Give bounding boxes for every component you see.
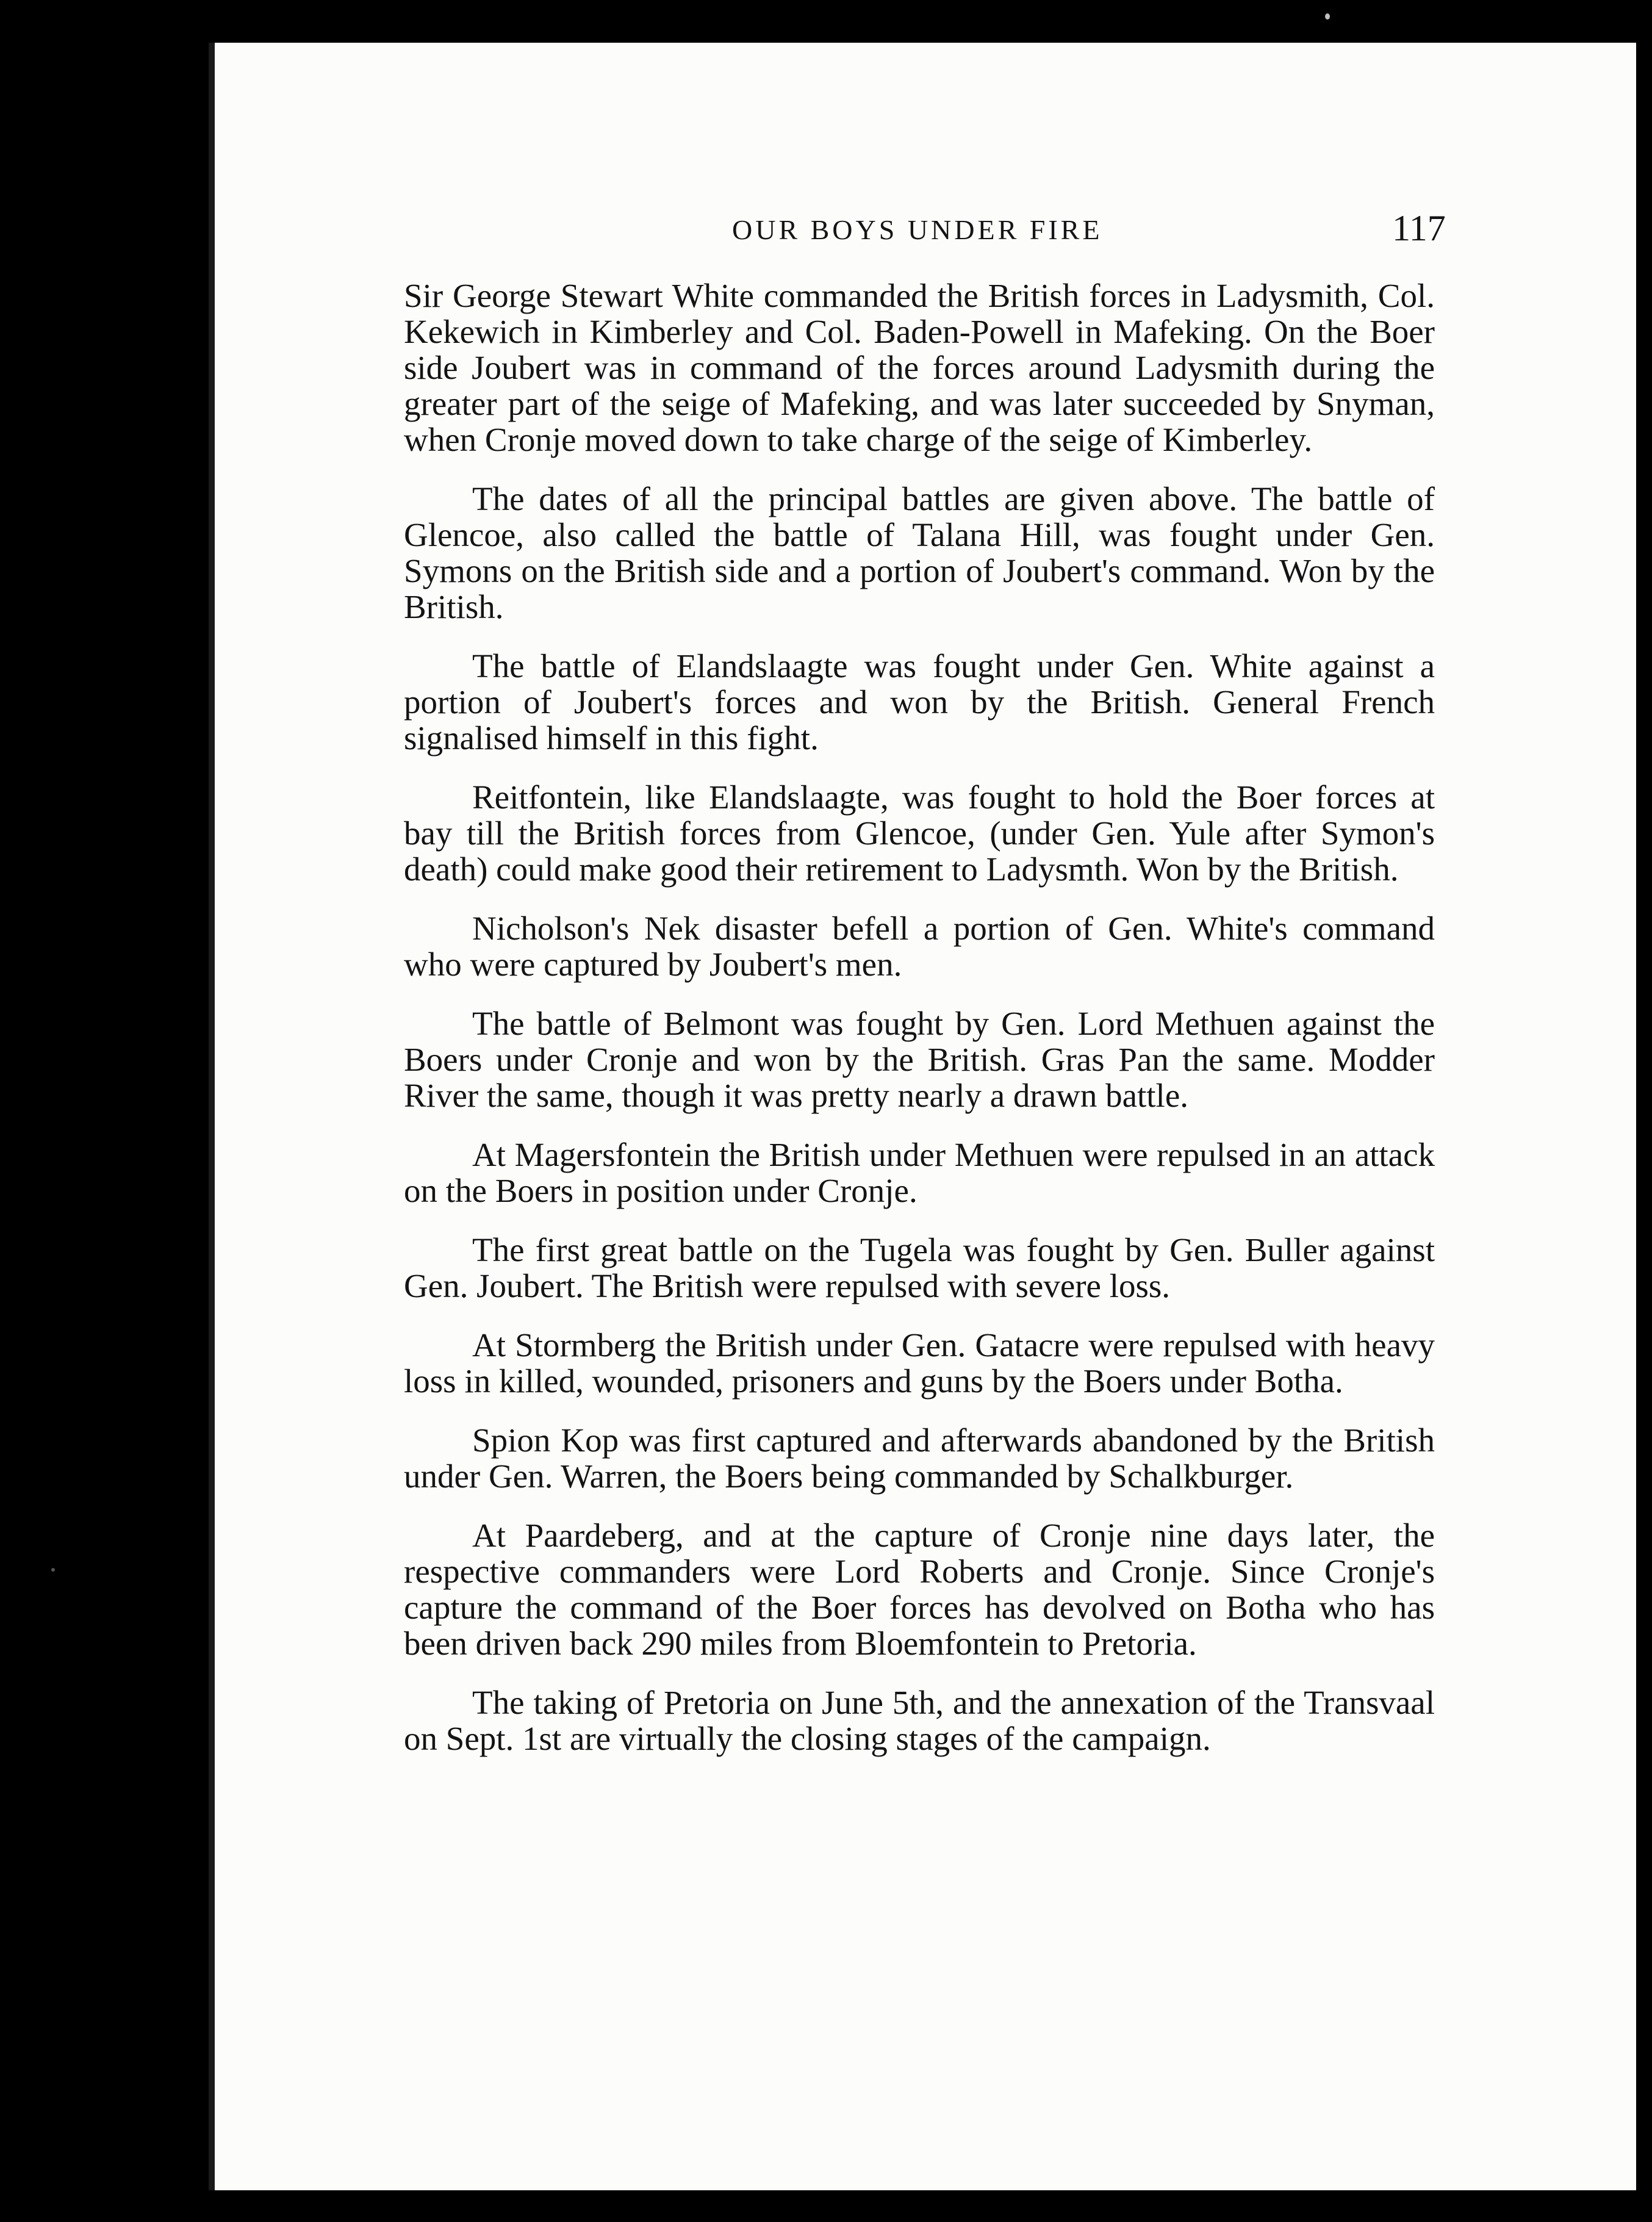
paragraph: The first great battle on the Tugela was fought by Gen. Buller against Gen. Joubert. The British were repulsed with severe loss. xyxy=(404,1231,1435,1304)
paragraph: The taking of Pretoria on June 5th, and the annexation of the Transvaal on Sept. 1st are virtually the closing stages of the campaign. xyxy=(404,1684,1435,1757)
paragraph: At Magersfontein the British under Methuen were repulsed in an attack on the Boers in position under Cronje. xyxy=(404,1136,1435,1209)
paragraph: The dates of all the principal battles are given above. The battle of Glencoe, also called the battle of Talana Hill, was fought under Gen. Symons on the British side and a portion of Joubert's command. Won by the British. xyxy=(404,480,1435,625)
body-text xyxy=(404,278,1435,1780)
paragraph: The battle of Belmont was fought by Gen. Lord Methuen against the Boers under Cronje and won by the British. Gras Pan the same. Modder River the same, though it was pretty nearly a drawn battle. xyxy=(404,1005,1435,1114)
paragraph: At Paardeberg, and at the capture of Cronje nine days later, the respective commanders were Lord Roberts and Cronje. Since Cronje's capture the command of the Boer forces has devolved on Botha who has been driven back 290 miles from Bloemfontein to Pretoria. xyxy=(404,1517,1435,1662)
paragraph: The battle of Elandslaagte was fought under Gen. White against a portion of Joubert's forces and won by the British. General French signalised himself in this fight. xyxy=(404,647,1435,757)
scan-dot xyxy=(51,1568,55,1572)
paragraph: Nicholson's Nek disaster befell a portion of Gen. White's command who were captured by Joubert's men. xyxy=(404,910,1435,983)
paragraph: Spion Kop was first captured and afterwards abandoned by the British under Gen. Warren, the Boers being commanded by Schalkburger. xyxy=(404,1422,1435,1495)
running-head: OUR BOYS UNDER FIRE xyxy=(732,214,1103,245)
paragraph: At Stormberg the British under Gen. Gatacre were repulsed with heavy loss in killed, wounded, prisoners and guns by the Boers under Botha. xyxy=(404,1326,1435,1400)
paragraph: Sir George Stewart White commanded the British forces in Ladysmith, Col. Kekewich in Kimberley and Col. Baden-Powell in Mafeking. On the Boer side Joubert was in command of the forces around Ladysmith during the greater part of the seige of Mafeking, and was later succeeded by Snyman, when Cronje moved down to take charge of the seige of Kimberley. xyxy=(404,277,1435,458)
paragraph: Reitfontein, like Elandslaagte, was fought to hold the Boer forces at bay till the British forces from Glencoe, (under Gen. Yule after Symon's death) could make good their retirement to Ladysmth. Won by the British. xyxy=(404,778,1435,888)
binding-edge xyxy=(209,43,215,2190)
page-number: 117 xyxy=(1392,208,1446,248)
book-page xyxy=(209,43,1636,2190)
scan-speck xyxy=(1325,13,1330,20)
